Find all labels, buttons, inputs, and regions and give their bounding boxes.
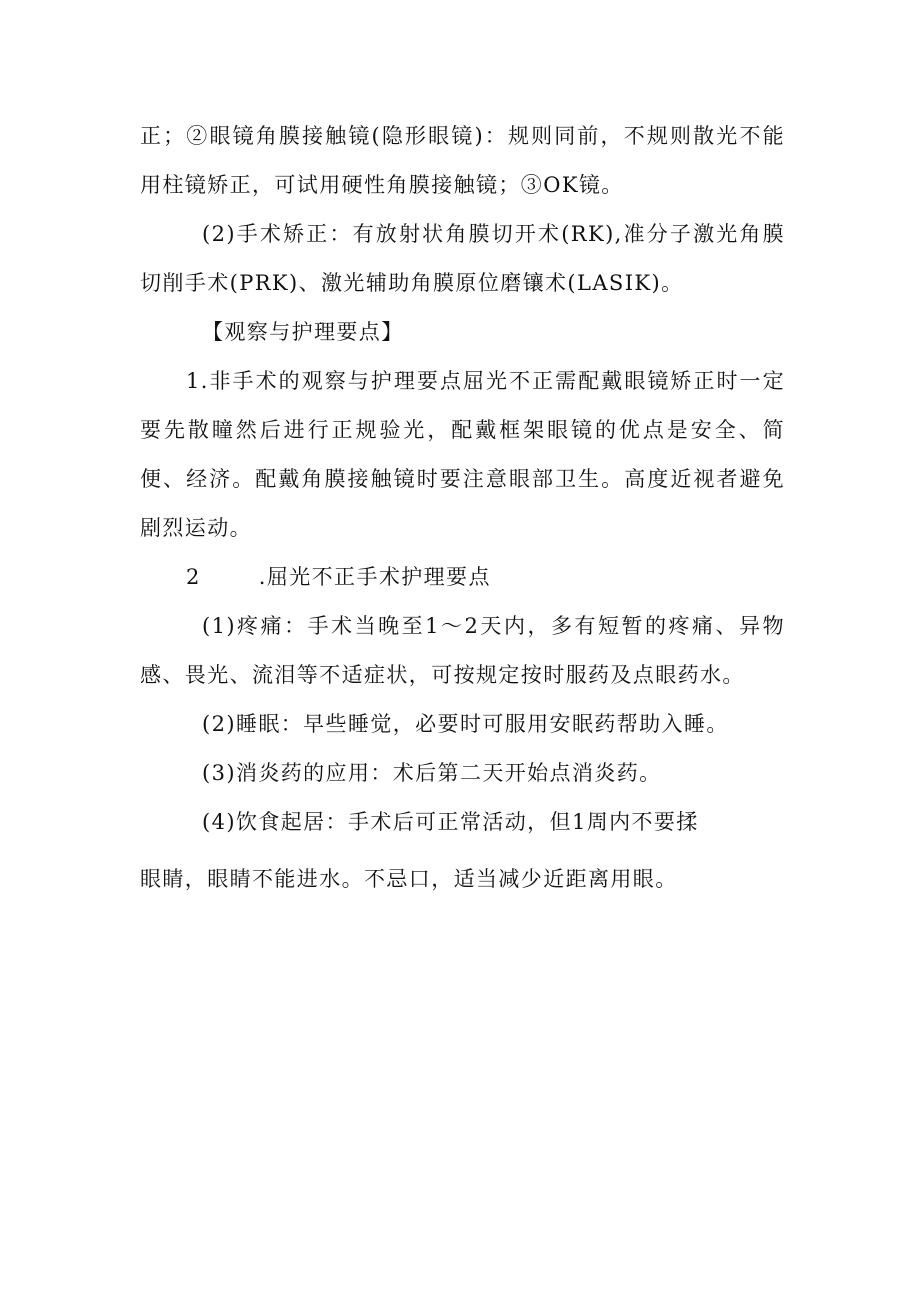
paragraph-surgical-care-title <box>140 553 785 602</box>
section-heading: 【观察与护理要点】 <box>202 320 404 344</box>
paragraph-anti-inflammatory: (3)消炎药的应用：术后第二天开始点消炎药。 <box>202 761 662 785</box>
item-title: .屈光不正手术护理要点 <box>258 565 491 589</box>
paragraph-nonsurgical-care: 1.非手术的观察与护理要点屈光不正需配戴眼镜矫正时一定要先散瞳然后进行正规验光，配戴框架眼镜的优点是安全、简便、经济。配戴角膜接触镜时要注意眼部卫生。高度近视者避免剧烈运动。 <box>140 369 785 540</box>
document-body <box>140 112 785 904</box>
paragraph-correction-methods: 正；②眼镜角膜接触镜(隐形眼镜)：规则同前，不规则散光不能用柱镜矫正，可试用硬性角膜接触镜；③OK镜。 <box>140 124 785 197</box>
paragraph-surgical-correction: (2)手术矫正：有放射状角膜切开术(RK),准分子激光角膜切削手术(PRK)、激光辅助角膜原位磨镶术(LASIK)。 <box>140 222 785 295</box>
paragraph-sleep: (2)睡眠：早些睡觉，必要时可服用安眠药帮助入睡。 <box>202 712 729 736</box>
paragraph-eye-care: 眼睛，眼睛不能进水。不忌口，适当减少近距离用眼。 <box>140 867 678 891</box>
paragraph-pain: (1)疼痛：手术当晚至1～2天内，多有短暂的疼痛、异物感、畏光、流泪等不适症状，可按规定按时服药及点眼药水。 <box>140 614 785 687</box>
paragraph-daily-life: (4)饮食起居：手术后可正常活动，但1周内不要揉 <box>202 810 699 834</box>
item-number: 2 <box>186 565 201 589</box>
